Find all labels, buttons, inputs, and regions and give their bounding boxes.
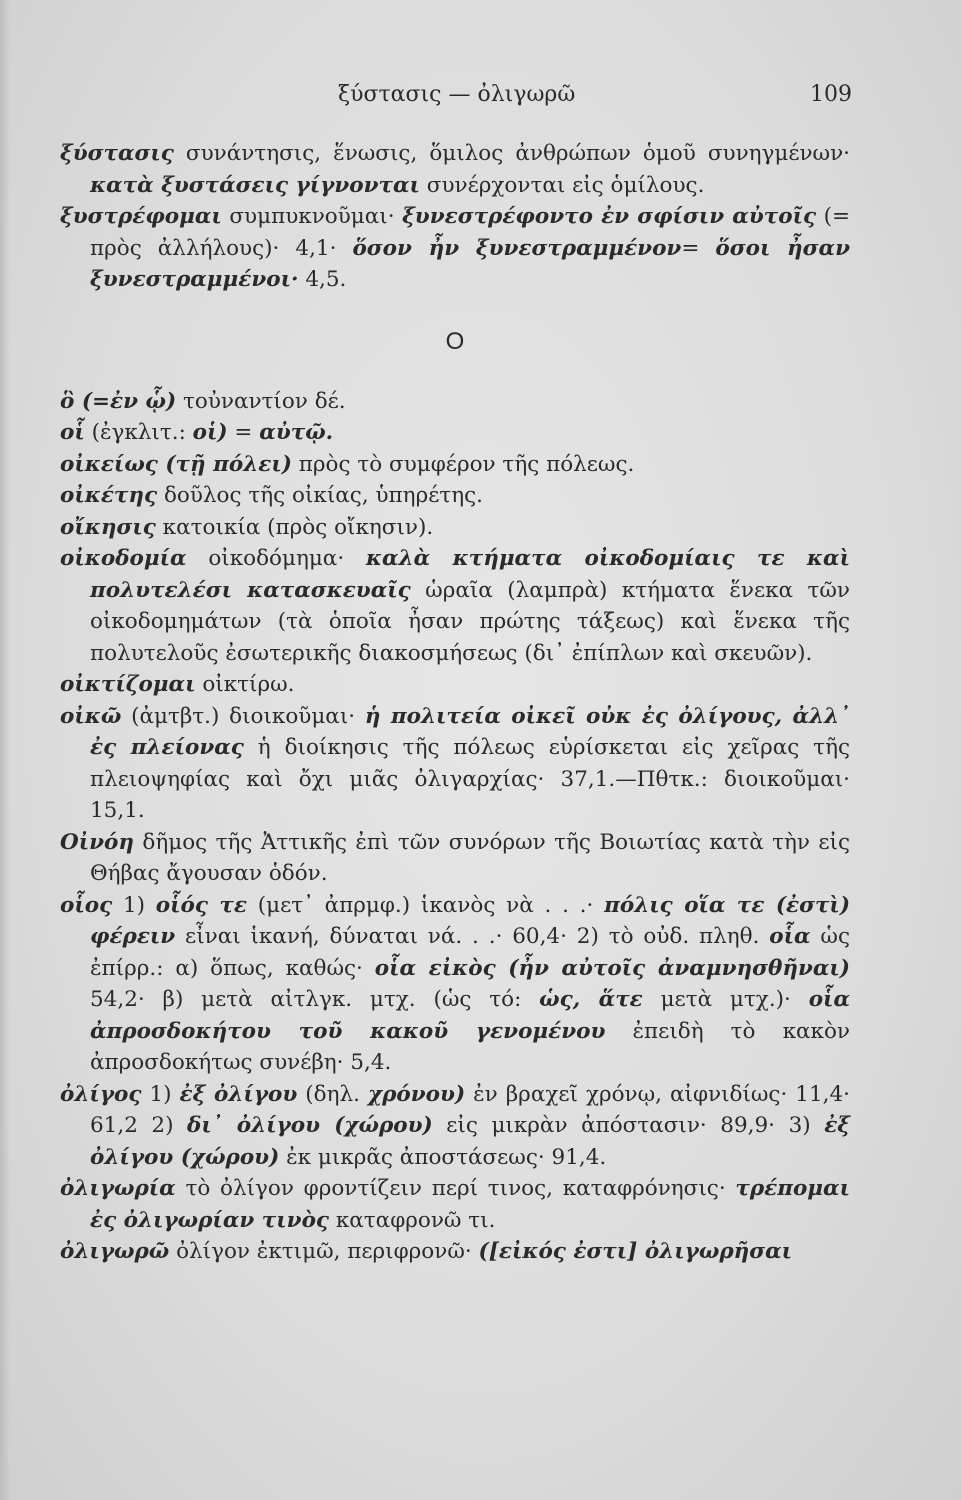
entry-text: ἐν βραχεῖ χρόνῳ, αἰφνιδίως· 11,4· 61,2 2): [90, 1081, 850, 1138]
entry-citation: ὅσον ἦν ξυνεστραμμένον: [352, 235, 682, 261]
running-head: [0, 82, 961, 112]
entry-text: (μετ᾽ ἀπρμφ.) ἱκανὸς νὰ . . .·: [246, 892, 605, 918]
entry-headword: οἰκτίζομαι: [60, 672, 196, 697]
entry-text: ἡ διοίκησις τῆς πόλεως εὑρίσκεται εἰς χεῖρας τῆς πλειοψηφίας καὶ ὄχι μιᾶς ὀλιγαρχίας· 37,1.—Πθτκ.: διοικοῦμαι· 15,1.: [90, 735, 850, 823]
entry-headword: οἰκείως (τῇ πόλει): [60, 451, 292, 477]
entry-headword: ὀλιγωρία: [60, 1176, 176, 1201]
entry-headword: οἰκέτης: [60, 483, 158, 508]
dictionary-entry: [60, 512, 850, 544]
entry-citation: οἷα ἀπροσδοκήτου τοῦ κακοῦ γενομένου: [90, 987, 850, 1044]
entry-text: ὡραῖα (λαμπρὰ) κτήματα ἕνεκα τῶν οἰκοδομημάτων (τὰ ὁποῖα ἦσαν πρώτης τάξεως) καὶ ἕνεκα τῆς πολυτελοῦς ἐσωτερικῆς διακοσμήσεως (δι᾽ ἐπίπλων καὶ σκευῶν).: [90, 577, 850, 666]
section-letter: Ο: [445, 327, 465, 355]
entry-text: συνάντησις, ἕνωσις, ὅμιλος ἀνθρώπων ὁμοῦ συνηγμένων·: [173, 141, 850, 166]
entry-citation: ὡς, ἅτε: [539, 987, 643, 1012]
dictionary-entry: [60, 1236, 850, 1268]
entry-text: (δηλ.: [297, 1081, 368, 1107]
entry-text: ὡς ἐπίρρ.: α) ὅπως, καθώς·: [90, 924, 850, 981]
dictionary-entry: [60, 669, 850, 701]
entry-headword: ὀλίγος: [60, 1081, 142, 1107]
entry-text: 54,2· β) μετὰ αἰτλγκ. μτχ. (ὡς τό:: [90, 987, 540, 1012]
entry-text: καταφρονῶ τι.: [329, 1207, 496, 1233]
entries-block-o: [60, 386, 850, 1268]
dictionary-entry: [60, 386, 850, 418]
entry-text: 4,5.: [298, 267, 347, 292]
entry-citation: δι᾽ ὀλίγου (χώρου): [187, 1113, 433, 1138]
page-number: 109: [810, 82, 852, 107]
entry-citation: τρέπομαι ἐς ὀλιγωρίαν τινὸς: [90, 1176, 850, 1233]
entry-headword: Οἰνόη: [60, 829, 135, 855]
entry-citation: χρόνου): [367, 1081, 466, 1107]
entry-text: 1): [112, 892, 156, 918]
entry-text: δῆμος τῆς Ἀττικῆς ἐπὶ τῶν συνόρων τῆς Βοιωτίας κατὰ τὴν εἰς Θήβας ἄγουσαν ὁδόν.: [90, 829, 850, 886]
entry-text: εἶναι ἱκανή, δύναται νά. . .· 60,4· 2) τὸ οὐδ. πληθ.: [175, 924, 770, 949]
entry-text: κατοικία (πρὸς οἴκησιν).: [155, 514, 434, 540]
entry-citation: οἷα: [769, 924, 811, 949]
entry-text: =: [681, 235, 716, 261]
dictionary-entry: [60, 701, 850, 827]
entry-text: οἰκτίρω.: [195, 672, 295, 697]
entry-citation: ξυνεστρέφοντο ἐν σφίσιν αὐτοῖς: [402, 204, 817, 229]
entry-citation: οἷός τε: [155, 892, 247, 918]
entry-text: συνέρχονται εἰς ὁμίλους.: [419, 172, 705, 198]
entry-headword: ξύστασις: [60, 141, 174, 166]
entry-text: συμπυκνοῦμαι·: [221, 204, 403, 229]
entry-citation: ἡ πολιτεία οἰκεῖ οὐκ ἐς ὀλίγους, ἀλλ᾽ ἐς πλείονας: [90, 703, 851, 760]
running-head-title: ξύστασις — ὀλιγωρῶ: [338, 82, 576, 107]
entries-block-xi: [60, 138, 850, 296]
entry-text: ὀλίγον ἐκτιμῶ, περιφρονῶ·: [169, 1239, 479, 1264]
entry-headword: οἷ: [60, 420, 85, 445]
dictionary-entry: [60, 201, 850, 296]
entry-headword: οἴκησις: [60, 514, 156, 540]
entry-citation: ([εἰκός ἐστι] ὀλιγωρῆσαι: [478, 1239, 793, 1264]
entry-citation: οἱ): [192, 420, 228, 445]
entry-text: οἰκοδόμημα·: [186, 546, 366, 571]
entry-headword: ξυστρέφομαι: [60, 204, 222, 229]
entry-headword: οἷος: [60, 892, 113, 918]
entry-text: (= πρὸς ἀλλήλους)· 4,1·: [90, 204, 850, 261]
entry-headword: ὃ (=ἐν ᾧ): [60, 388, 177, 414]
dictionary-entry: [60, 480, 850, 512]
entry-headword: οἰκοδομία: [60, 546, 187, 571]
entry-text: (ἀμτβτ.) διοικοῦμαι·: [121, 703, 365, 729]
entry-text: ἐπειδὴ τὸ κακὸν ἀπροσδοκήτως συνέβη· 5,4.: [90, 1018, 851, 1075]
entry-text: πρὸς τὸ συμφέρον τῆς πόλεως.: [291, 451, 635, 477]
entry-citation: κατὰ ξυστάσεις γίγνονται: [90, 172, 420, 198]
entry-citation: ἐξ ὀλίγου: [179, 1081, 298, 1107]
entry-citation: αὐτῷ.: [259, 420, 334, 445]
dictionary-text: [60, 138, 850, 1268]
dictionary-entry: [60, 417, 850, 449]
entry-text: εἰς μικρὰν ἀπόστασιν· 89,9· 3): [432, 1113, 825, 1138]
page-edge-shadow: [0, 0, 10, 1500]
entry-text: δοῦλος τῆς οἰκίας, ὑπηρέτης.: [157, 483, 483, 508]
entry-citation: οἷα εἰκὸς (ἦν αὐτοῖς ἀναμνησθῆναι): [374, 955, 850, 981]
dictionary-entry: [60, 449, 850, 481]
entry-citation: ὅσοι ἦσαν ξυνεστραμμένοι·: [90, 235, 850, 292]
entry-text: τοὐναντίον δέ.: [176, 388, 346, 414]
dictionary-entry: [60, 1173, 850, 1236]
dictionary-entry: [60, 543, 850, 669]
entry-text: μετὰ μτχ.)·: [642, 987, 809, 1012]
dictionary-entry: [60, 890, 850, 1079]
entry-headword: ὀλιγωρῶ: [60, 1239, 170, 1264]
entry-text: τὸ ὀλίγον φροντίζειν περί τινος, καταφρόνησις·: [175, 1176, 736, 1201]
entry-citation: καλὰ κτήματα οἰκοδομίαις τε καὶ πολυτελέσι κατασκευαῖς: [90, 546, 850, 603]
entry-citation: ἐξ ὀλίγου (χώρου): [90, 1113, 850, 1170]
entry-text: ἐκ μικρᾶς ἀποστάσεως· 91,4.: [279, 1144, 607, 1170]
dictionary-entry: [60, 138, 850, 201]
dictionary-entry: [60, 827, 850, 890]
entry-text: =: [227, 420, 260, 445]
entry-headword: οἰκῶ: [60, 703, 122, 729]
entry-citation: πόλις οἵα τε (ἐστὶ) φέρειν: [90, 892, 850, 949]
dictionary-entry: [60, 1079, 850, 1174]
entry-text: (ἐγκλιτ.:: [84, 420, 193, 445]
entry-text: 1): [141, 1081, 180, 1107]
